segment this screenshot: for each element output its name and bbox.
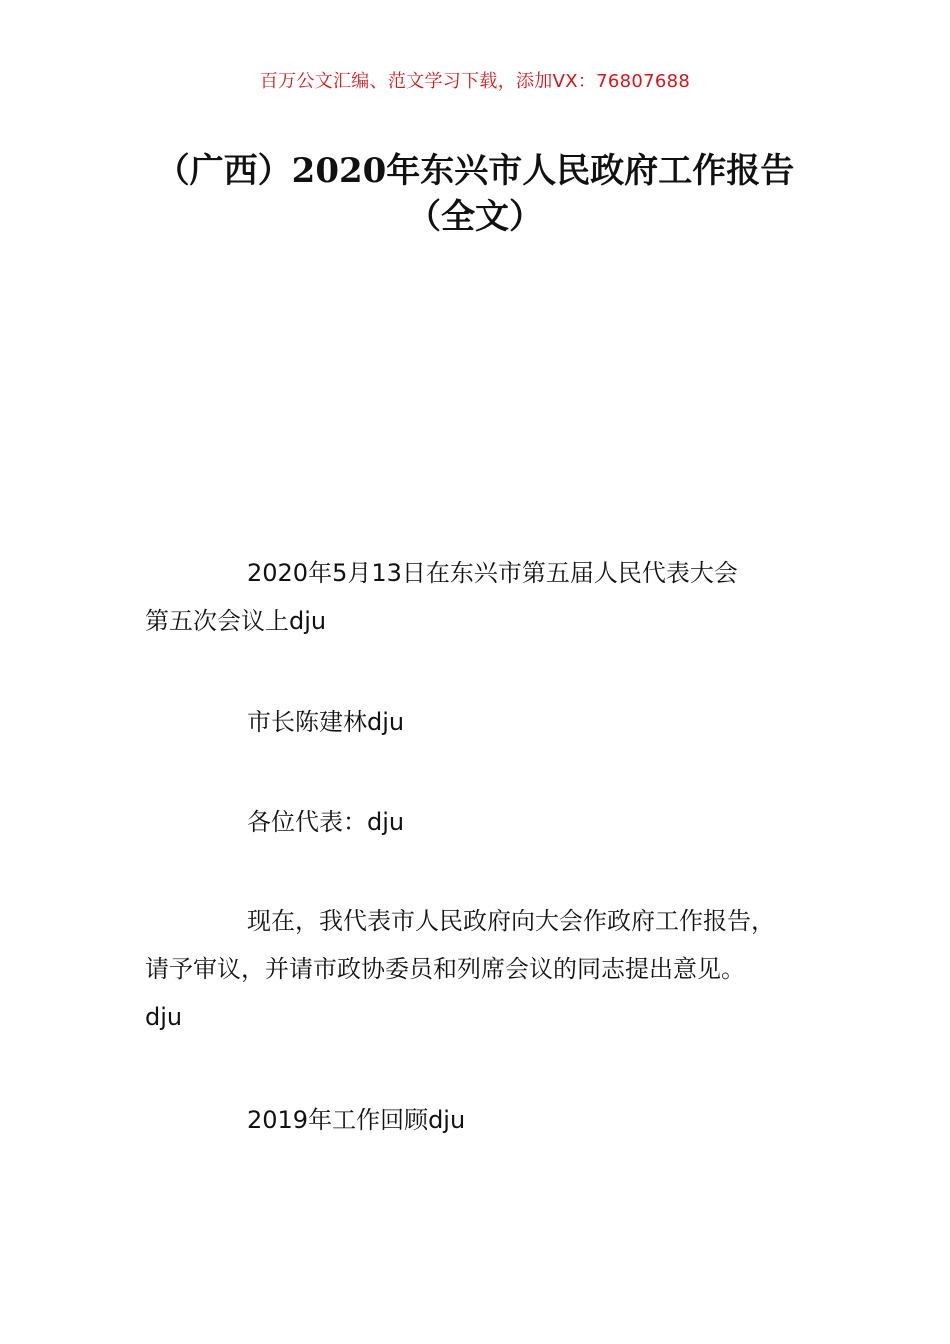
intro-line-2: 请予审议，并请市政协委员和列席会议的同志提出意见。 [145, 955, 745, 983]
paragraph-salutation [145, 798, 835, 846]
paragraph-meeting-info [145, 549, 835, 645]
intro-line-1: 现在，我代表市人民政府向大会作政府工作报告， [247, 907, 775, 935]
watermark-header: 百万公文汇编、范文学习下载，添加VX：76807688 [259, 71, 691, 92]
section-heading-review [145, 1096, 835, 1144]
salutation-text: 各位代表：dju [247, 808, 405, 836]
intro-line-3: dju [145, 1003, 183, 1031]
title-line-2: （全文） [407, 197, 543, 237]
meeting-info-line-1: 2020年5月13日在东兴市第五届人民代表大会 [247, 559, 738, 587]
review-heading-text: 2019年工作回顾dju [247, 1106, 466, 1134]
document-title [100, 148, 850, 240]
title-line-1: （广西）2020年东兴市人民政府工作报告 [155, 151, 795, 191]
paragraph-intro [145, 897, 835, 1041]
paragraph-speaker [145, 698, 835, 746]
meeting-info-line-2: 第五次会议上dju [145, 607, 327, 635]
speaker-text: 市长陈建林dju [247, 708, 405, 736]
